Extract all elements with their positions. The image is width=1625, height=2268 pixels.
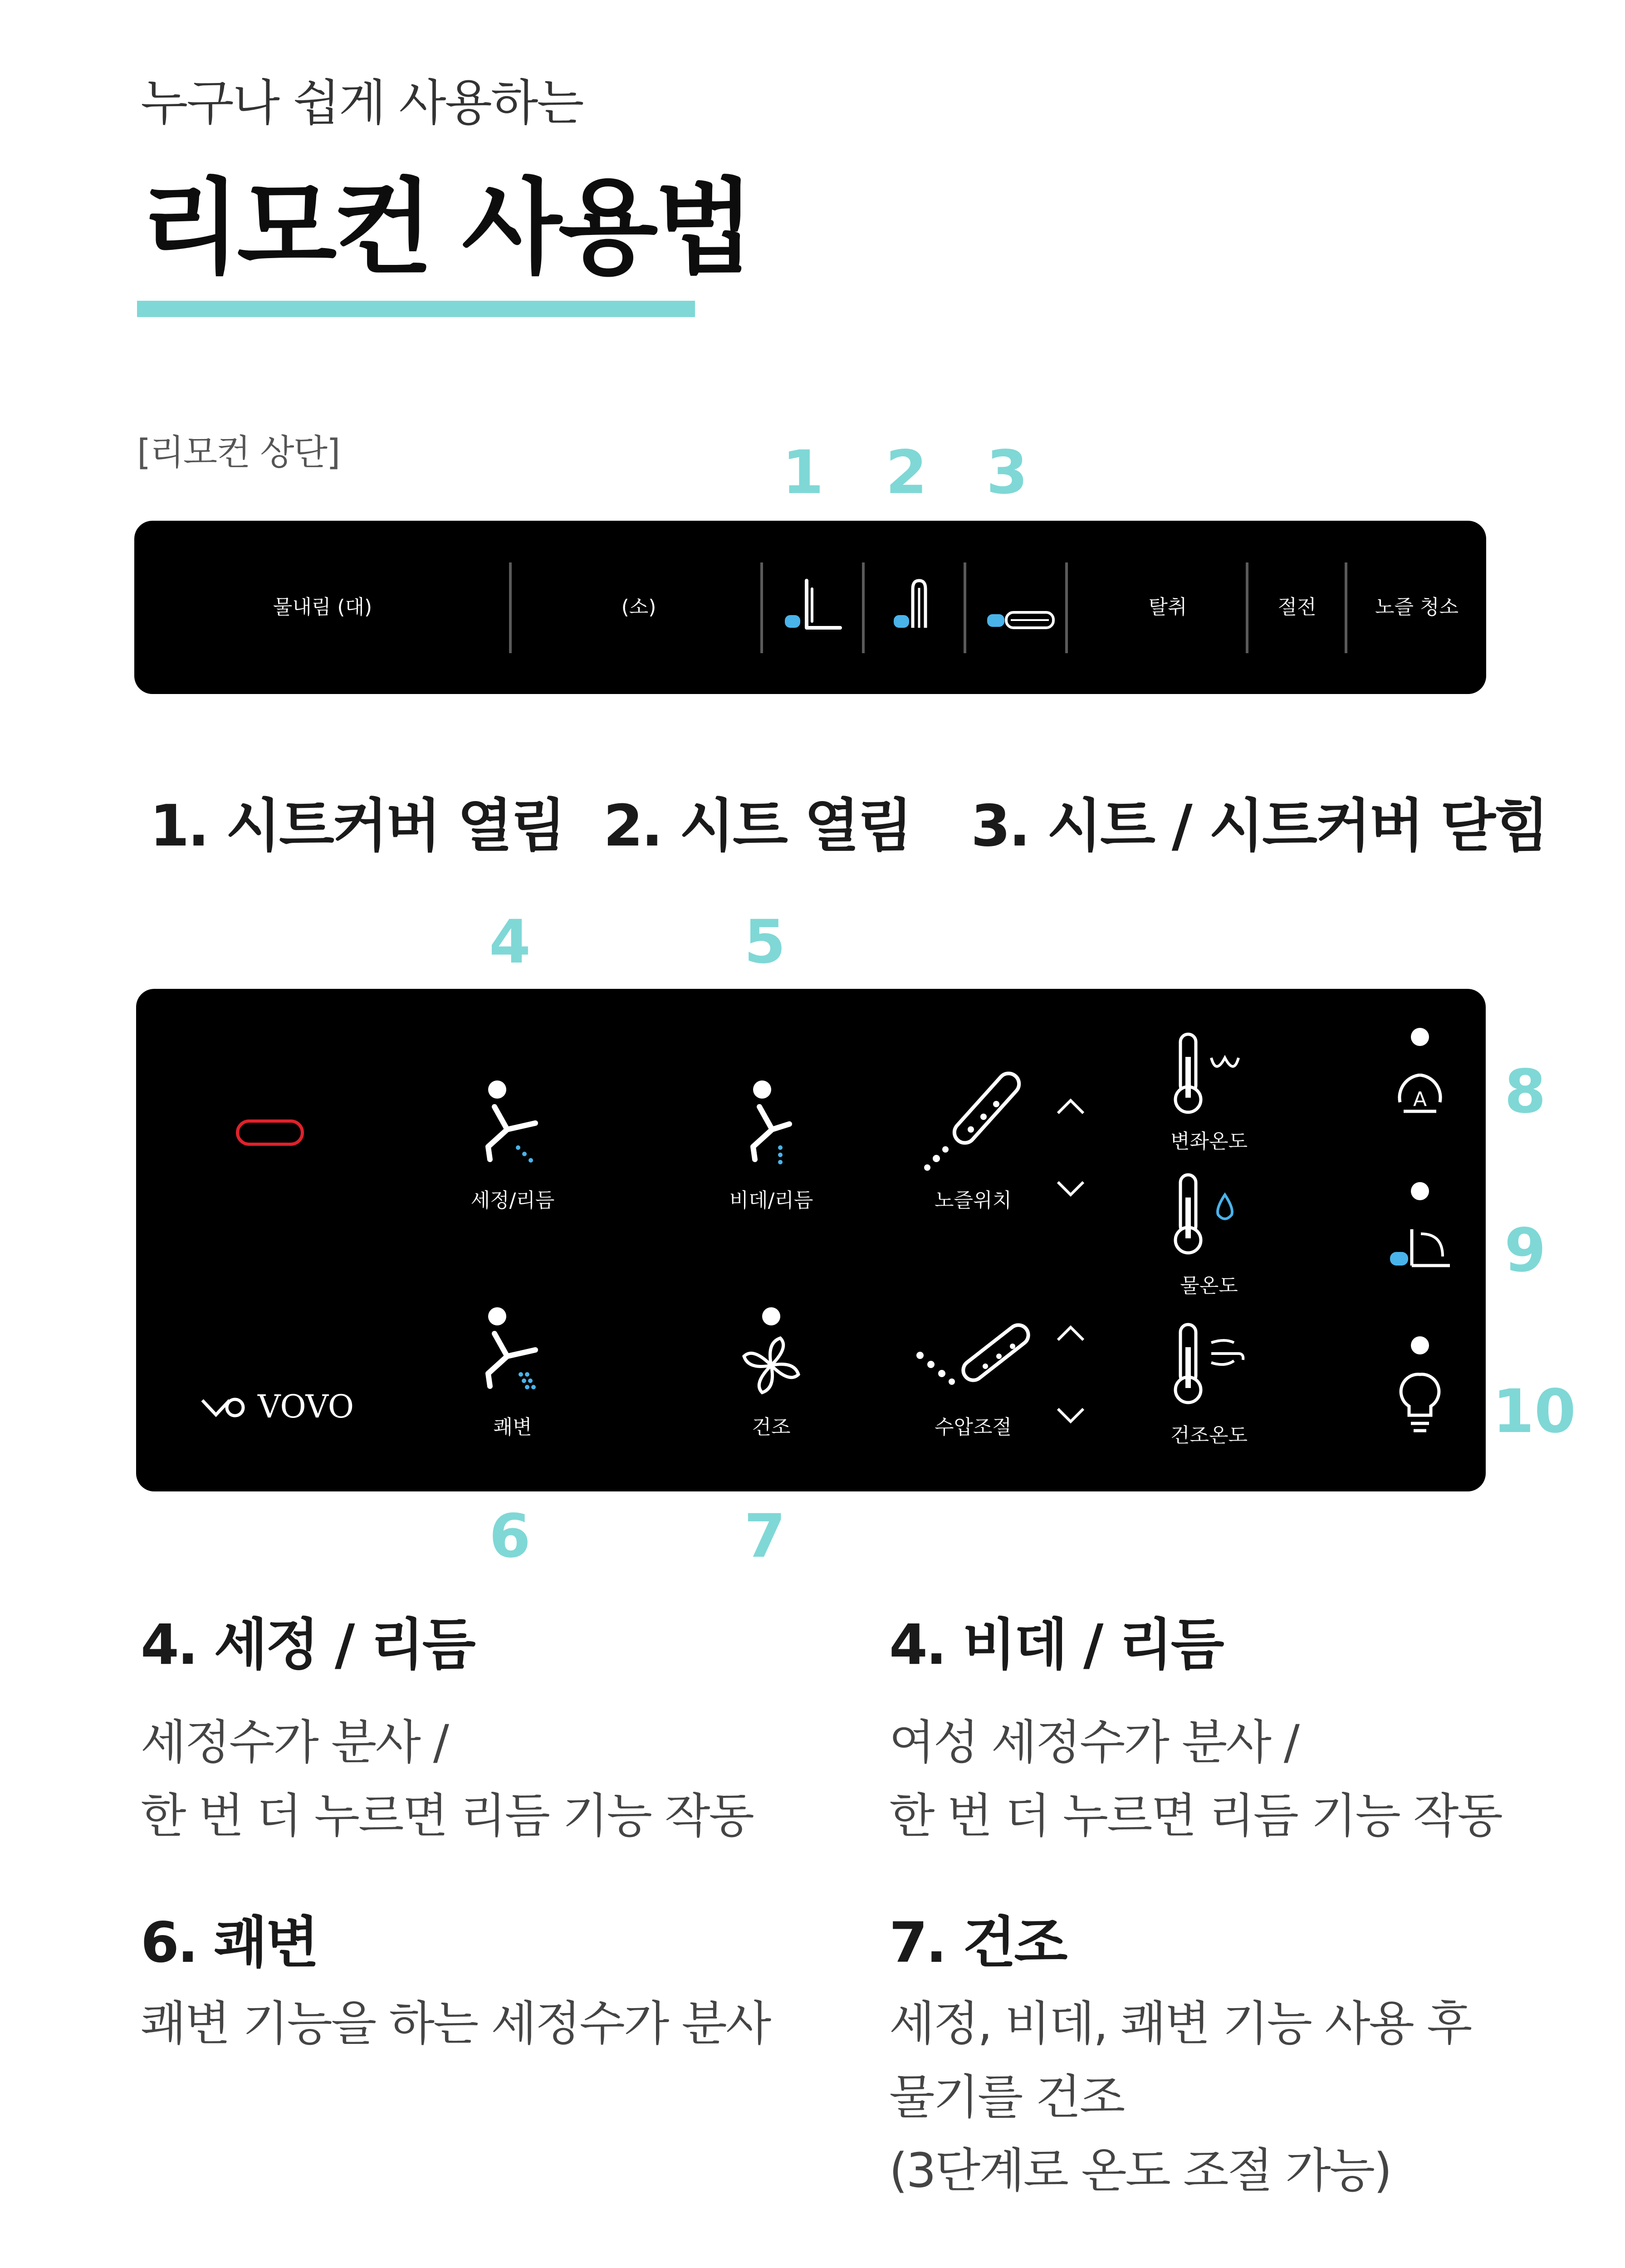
brand-name: VOVO xyxy=(258,1388,354,1425)
dry-temp-label: 건조온도 xyxy=(1170,1424,1248,1447)
page-subtitle: 누구나 쉽게 사용하는 xyxy=(141,75,583,132)
brand-logo xyxy=(200,1388,354,1425)
text-line: 물기를 건조 xyxy=(889,2069,1124,2125)
seat-temp-label: 변좌온도 xyxy=(1170,1130,1248,1153)
nozzle-icon xyxy=(907,1080,1039,1179)
wash-rhythm-label: 세정/리듬 xyxy=(470,1189,555,1212)
auto-open-button[interactable] xyxy=(1370,1179,1470,1302)
chevron-down-icon xyxy=(1048,1170,1093,1207)
section-enema-text xyxy=(141,1987,770,2060)
wash-person-icon xyxy=(454,1080,572,1179)
auto-flush-icon xyxy=(1370,1025,1470,1148)
pressure-down-button[interactable] xyxy=(1048,1397,1093,1433)
auto-open-icon xyxy=(1370,1179,1470,1302)
number-7: 7 xyxy=(744,1501,786,1571)
text-line: 한 번 더 누르면 리듬 기능 작동 xyxy=(141,1788,753,1843)
nozzle-up-button[interactable] xyxy=(1048,1089,1093,1125)
seat-close-icon xyxy=(966,521,1065,694)
stop-button[interactable] xyxy=(236,1119,304,1146)
text-line: 쾌변 기능을 하는 세정수가 분사 xyxy=(141,1996,770,2051)
flush-large-button[interactable]: 물내림 (대) xyxy=(273,596,372,619)
water-temp-label: 물온도 xyxy=(1180,1274,1238,1297)
power-save-button[interactable]: 절전 xyxy=(1277,596,1317,619)
text-line: (3단계로 온도 조절 가능) xyxy=(889,2143,1391,2198)
number-2: 2 xyxy=(886,438,927,508)
dry-temp-icon xyxy=(1143,1315,1275,1415)
text-line: 세정, 비데, 쾌변 기능 사용 후 xyxy=(889,1996,1471,2051)
enema-label: 쾌변 xyxy=(493,1416,532,1439)
seat-temp-button[interactable] xyxy=(1143,1016,1275,1152)
chevron-up-icon xyxy=(1048,1089,1093,1125)
section-enema-heading: 6. 쾌변 xyxy=(141,1911,318,1975)
svg-text:A: A xyxy=(1413,1088,1427,1111)
flush-small-button[interactable]: (소) xyxy=(621,596,656,619)
chevron-up-icon xyxy=(1048,1315,1093,1352)
section-wash-heading: 4. 세정 / 리듬 xyxy=(141,1613,474,1677)
remote-top-panel xyxy=(134,521,1486,694)
number-5: 5 xyxy=(744,907,786,977)
seat-open-icon xyxy=(865,521,964,694)
pressure-button[interactable] xyxy=(907,1306,1039,1438)
nozzle-position-button[interactable] xyxy=(907,1080,1039,1211)
seat-close-button[interactable] xyxy=(966,521,1065,694)
text-line: 한 번 더 누르면 리듬 기능 작동 xyxy=(889,1788,1502,1843)
text-line: 여성 세정수가 분사 / xyxy=(889,1715,1298,1770)
page-title: 리모컨 사용법 xyxy=(141,167,751,288)
number-9: 9 xyxy=(1504,1216,1546,1286)
water-temp-button[interactable] xyxy=(1143,1166,1275,1302)
remote-main-panel xyxy=(136,989,1486,1491)
title-underline xyxy=(137,301,695,317)
seat-cover-open-icon xyxy=(763,521,862,694)
dry-label: 건조 xyxy=(752,1416,791,1439)
section-dry-heading: 7. 건조 xyxy=(889,1911,1066,1975)
section-dry-text xyxy=(889,1987,1471,2207)
enema-person-icon xyxy=(454,1306,572,1406)
number-4: 4 xyxy=(489,907,531,977)
enema-button[interactable] xyxy=(454,1306,572,1438)
bidet-rhythm-label: 비데/리듬 xyxy=(729,1189,813,1212)
bulb-icon xyxy=(1370,1334,1470,1470)
section-bidet-text xyxy=(889,1706,1502,1853)
section-wash-text xyxy=(141,1706,753,1853)
deodorize-button[interactable]: 탈취 xyxy=(1148,596,1187,619)
number-1: 1 xyxy=(782,438,824,508)
text-line: 세정수가 분사 / xyxy=(141,1715,448,1770)
caption-2: 2. 시트 열림 xyxy=(603,792,911,859)
section-bidet-heading: 4. 비데 / 리듬 xyxy=(889,1613,1223,1677)
wash-rhythm-button[interactable] xyxy=(454,1080,572,1211)
bidet-person-icon xyxy=(712,1080,830,1179)
seat-cover-open-button[interactable] xyxy=(763,521,862,694)
pressure-up-button[interactable] xyxy=(1048,1315,1093,1352)
caption-3: 3. 시트 / 시트커버 닫힘 xyxy=(971,792,1547,859)
dry-temp-button[interactable] xyxy=(1143,1315,1275,1452)
auto-flush-button[interactable] xyxy=(1370,1025,1470,1148)
dry-button[interactable] xyxy=(712,1306,830,1438)
seat-temp-icon xyxy=(1143,1016,1275,1116)
number-8: 8 xyxy=(1504,1057,1546,1127)
nozzle-down-button[interactable] xyxy=(1048,1170,1093,1207)
top-panel-label: [리모컨 상단] xyxy=(137,432,340,473)
seat-open-button[interactable] xyxy=(865,521,964,694)
nozzle-clean-button[interactable]: 노즐 청소 xyxy=(1375,596,1459,619)
nozzle-position-label: 노즐위치 xyxy=(934,1189,1012,1212)
caption-1: 1. 시트커버 열림 xyxy=(150,792,564,859)
number-3: 3 xyxy=(986,438,1028,508)
chevron-down-icon xyxy=(1048,1397,1093,1433)
pressure-nozzle-icon xyxy=(907,1306,1039,1406)
water-temp-icon xyxy=(1143,1166,1275,1266)
number-6: 6 xyxy=(489,1501,531,1571)
bidet-rhythm-button[interactable] xyxy=(712,1080,830,1211)
pressure-label: 수압조절 xyxy=(934,1416,1012,1439)
number-10: 10 xyxy=(1493,1377,1576,1447)
vovo-logo-icon xyxy=(200,1394,250,1419)
fan-icon xyxy=(712,1306,830,1406)
light-button[interactable] xyxy=(1370,1334,1470,1470)
